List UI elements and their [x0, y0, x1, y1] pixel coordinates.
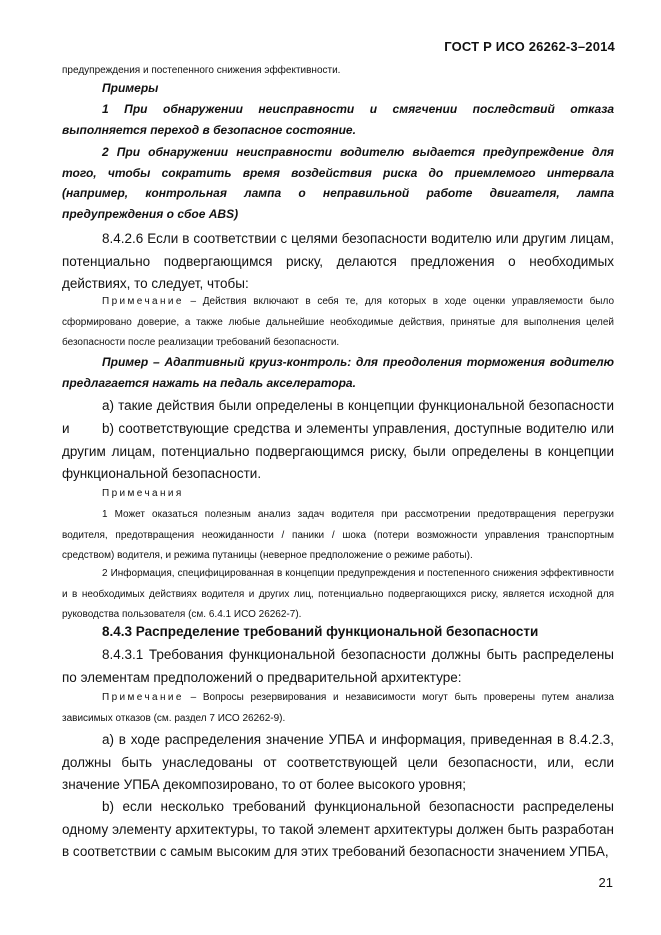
list-item-b-1: b) соответствующие средства и элементы управления, доступные водителю или другим лицам, потенциально подвергающимся риску, были определены в концепции функциональной безопасности.	[62, 421, 614, 481]
example-1: 1 При обнаружении неисправности и смягчении последствий отказа выполняется переход в безопасное состояние.	[62, 102, 614, 137]
list-item-b-2: b) если несколько требований функциональной безопасности распределены одному элементу архитектуры, то такой элемент архитектуры должен быть разработан в соответствии с самым высоким для этих требований безопасности значением УПБА,	[62, 799, 614, 859]
note-text: – Действия включают в себя те, для которых в ходе оценки управляемости было сформировано доверие, а также любые дальнейшие необходимые действия, принятые для выполнения целей безопасности после реализации требований безопасности.	[62, 296, 614, 348]
notes-title: Примечания	[102, 488, 184, 499]
note-label: Примечание	[102, 296, 184, 307]
note-1	[62, 292, 614, 354]
note-text: – Вопросы резервирования и независимости могут быть проверены путем анализа зависимых отказов (см. раздел 7 ИСО 26262-9).	[62, 692, 614, 724]
paragraph-continuation: предупреждения и постепенного снижения эффективности.	[62, 65, 341, 76]
list-item-a-2: a) в ходе распределения значение УПБА и информация, приведенная в 8.4.2.3, должны быть унаследованы от соответствующей цели безопасности, или, если значение УПБА декомпозировано, то от более высокого уровня;	[62, 732, 614, 792]
document-code-header: ГОСТ Р ИСО 26262-3–2014	[444, 39, 615, 54]
clause-8-4-2-6: 8.4.2.6 Если в соответствии с целями безопасности водителю или другим лицам, потенциально подвергающимся риску, делаются предложения о необходимых действиях, то следует, чтобы:	[62, 231, 614, 291]
note-2-2: 2 Информация, специфицированная в концепции предупреждения и постепенного снижения эффективности и в необходимых действиях водителя и других лиц, потенциально подвергающихся риску, является исходной для руководства пользователя (см. 6.4.1 ИСО 26262-7).	[62, 568, 614, 620]
section-heading-8-4-3: 8.4.3 Распределение требований функциональной безопасности	[102, 624, 539, 639]
examples-title: Примеры	[102, 81, 159, 95]
example-3: Пример – Адаптивный круиз-контроль: для преодоления торможения водителю предлагается нажать на педаль акселератора.	[62, 355, 614, 390]
clause-8-4-3-1: 8.4.3.1 Требования функциональной безопасности должны быть распределены по элементам предположений о предварительной архитектуре:	[62, 647, 614, 685]
note-2-1: 1 Может оказаться полезным анализ задач водителя при рассмотрении предотвращения перегрузки водителя, предотвращения неожиданности / паники / шока (потери возможности управления транспортным средством) водителя, и режима путаницы (неверное предположение о режиме работы).	[62, 509, 614, 561]
note-label: Примечание	[102, 692, 184, 703]
list-item-a-1: a) такие действия были определены в концепции функциональной безопасности и	[62, 398, 614, 436]
page-number: 21	[598, 875, 613, 890]
example-2: 2 При обнаружении неисправности водителю выдается предупреждение для того, чтобы сократить время воздействия риска до приемлемого интервала (например, контрольная лампа о неправильной работе двигателя, лампа предупреждения о сбое ABS)	[62, 145, 614, 221]
note-3	[62, 688, 614, 729]
